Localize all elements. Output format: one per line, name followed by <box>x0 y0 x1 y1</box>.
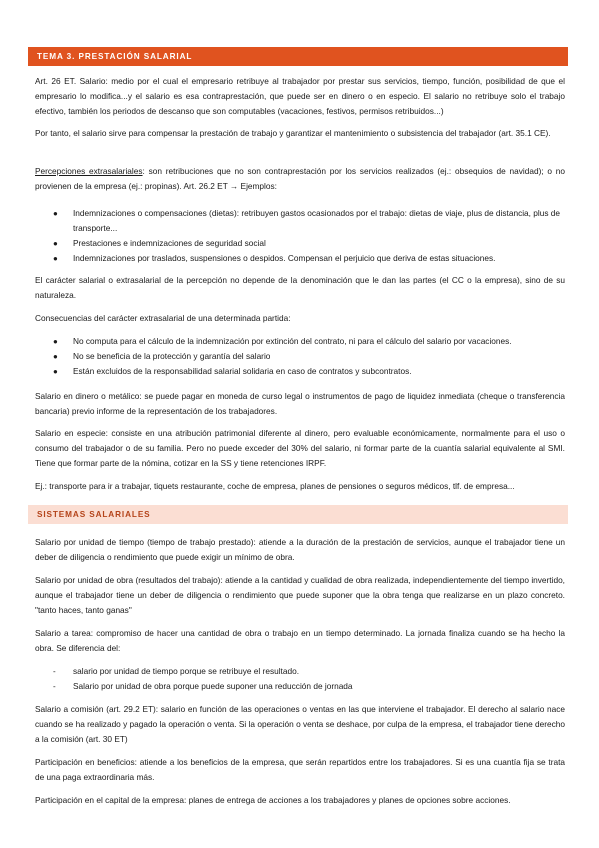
list-diferencias-tarea <box>35 664 565 694</box>
paragraph-participacion-beneficios: Participación en beneficios: atiende a los beneficios de la empresa, que serán repartidos entre los trabajadores. Si es una cuantía fija se trata de una paga extraordinaria más. <box>35 757 565 782</box>
paragraph-salario-tarea: Salario a tarea: compromiso de hacer una cantidad de obra o trabajo en un tiempo determinado. La jornada finaliza cuando se ha hecho la obra. Se diferencia del: <box>35 628 565 653</box>
list-item: - salario por unidad de tiempo porque se retribuye el resultado. <box>35 664 565 679</box>
paragraph-percepciones-extrasalariales <box>35 164 565 194</box>
list-extrasalarial-examples <box>35 206 565 266</box>
list-item: ● Indemnizaciones por traslados, suspensiones o despidos. Compensan el perjuicio que deriva de estas situaciones. <box>35 251 565 266</box>
list-consecuencias <box>35 334 565 379</box>
paragraph-salario-funcion: Por tanto, el salario sirve para compensar la prestación de trabajo y garantizar el mantenimiento o subsistencia del trabajador (art. 35.1 CE). <box>35 128 551 138</box>
percepciones-extrasalariales-text: : son retribuciones que no son contraprestación por los servicios realizados (ej.: obsequios de navidad); o no provienen de la empresa (ej.: propinas). Art. 26.2 ET → Ejemplos: <box>35 166 565 191</box>
section-header-prestacion-salarial: TEMA 3. PRESTACIÓN SALARIAL <box>28 47 568 66</box>
bullet-icon: ● <box>53 352 58 361</box>
bullet-icon: ● <box>53 337 58 346</box>
paragraph-salario-tiempo: Salario por unidad de tiempo (tiempo de trabajo prestado): atiende a la duración de la prestación de servicios, aunque el trabajador tiene un deber de diligencia o rendimiento que puede exigir un mínimo de obra. <box>35 537 565 562</box>
list-item: ● No se beneficia de la protección y garantía del salario <box>35 349 565 364</box>
list-item: ● No computa para el cálculo de la indemnización por extinción del contrato, ni para el cálculo del salario por vacaciones. <box>35 334 565 349</box>
list-item: - Salario por unidad de obra porque puede suponer una reducción de jornada <box>35 679 565 694</box>
bullet-icon: ● <box>53 209 58 218</box>
paragraph-salario-dinero: Salario en dinero o metálico: se puede pagar en moneda de curso legal o instrumentos de pago de liquidez inmediata (cheque o transferencia bancaria) previo informe de la representación de los trabajadores. <box>35 391 565 416</box>
dash-icon: - <box>53 682 56 691</box>
paragraph-salario-definicion: Art. 26 ET. Salario: medio por el cual el empresario retribuye al trabajador por prestar sus servicios, tiempo, función, posibilidad de que el empresario lo modifica...y el salario es esa contraprestación, que puede ser en dinero o en especio. El salario no retribuye solo el trabajo efectivo, también los periodos de descanso que son computables (vacaciones, festivos, permisos retribuidos...) <box>35 76 565 116</box>
list-item: ● Indemnizaciones o compensaciones (dietas): retribuyen gastos ocasionados por el trabajo: dietas de viaje, plus de distancia, plus de transporte... <box>53 208 561 233</box>
dash-icon: - <box>53 667 56 676</box>
section-header-sistemas-salariales: SISTEMAS SALARIALES <box>28 505 568 524</box>
bullet-icon: ● <box>53 367 58 376</box>
term-percepciones-extrasalariales: Percepciones extrasalariales <box>35 166 143 176</box>
paragraph-consecuencias: Consecuencias del carácter extrasalarial de una determinada partida: <box>35 313 291 323</box>
paragraph-salario-comision: Salario a comisión (art. 29.2 ET): salario en función de las operaciones o ventas en las que interviene el trabajador. El derecho al salario nace cuando se ha realizado y pagado la operación o venta. Si la operación o venta se deshace, por culpa de la empresa, el trabajador tiene derecho a la comisión (art. 30 ET) <box>35 704 565 744</box>
paragraph-ejemplos-especie: Ej.: transporte para ir a trabajar, tiquets restaurante, coche de empresa, planes de pensiones o seguros médicos, tlf. de empresa... <box>35 481 515 491</box>
paragraph-participacion-capital: Participación en el capital de la empresa: planes de entrega de acciones a los trabajadores y planes de opciones sobre acciones. <box>35 795 511 805</box>
list-item: ● Están excluidos de la responsabilidad salarial solidaria en caso de contratos y subcontratos. <box>35 364 565 379</box>
list-item: ● Prestaciones e indemnizaciones de seguridad social <box>35 236 565 251</box>
paragraph-caracter-salarial: El carácter salarial o extrasalarial de la percepción no depende de la denominación que le dan las partes (el CC o la empresa), sino de su naturaleza. <box>35 275 565 300</box>
bullet-icon: ● <box>53 239 58 248</box>
paragraph-salario-especie: Salario en especie: consiste en una atribución patrimonial diferente al dinero, pero evaluable económicamente, normalmente para el uso o consumo del trabajador o de su familia. Pero no puede exceder del 30% del salario, ni formar parte de la cuantía salarial equivalente al SMI. Tiene que formar parte de la nómina, cotizar en la SS y tiene retenciones IRPF. <box>35 428 565 468</box>
paragraph-salario-obra: Salario por unidad de obra (resultados del trabajo): atiende a la cantidad y cualidad de obra realizada, independientemente del tiempo invertido, aunque el trabajador tiene un deber de diligencia o rendimiento que puede suponer que la obra tenga que realizarse en un plazo concreto. "tanto haces, tanto ganas" <box>35 575 565 615</box>
bullet-icon: ● <box>53 254 58 263</box>
